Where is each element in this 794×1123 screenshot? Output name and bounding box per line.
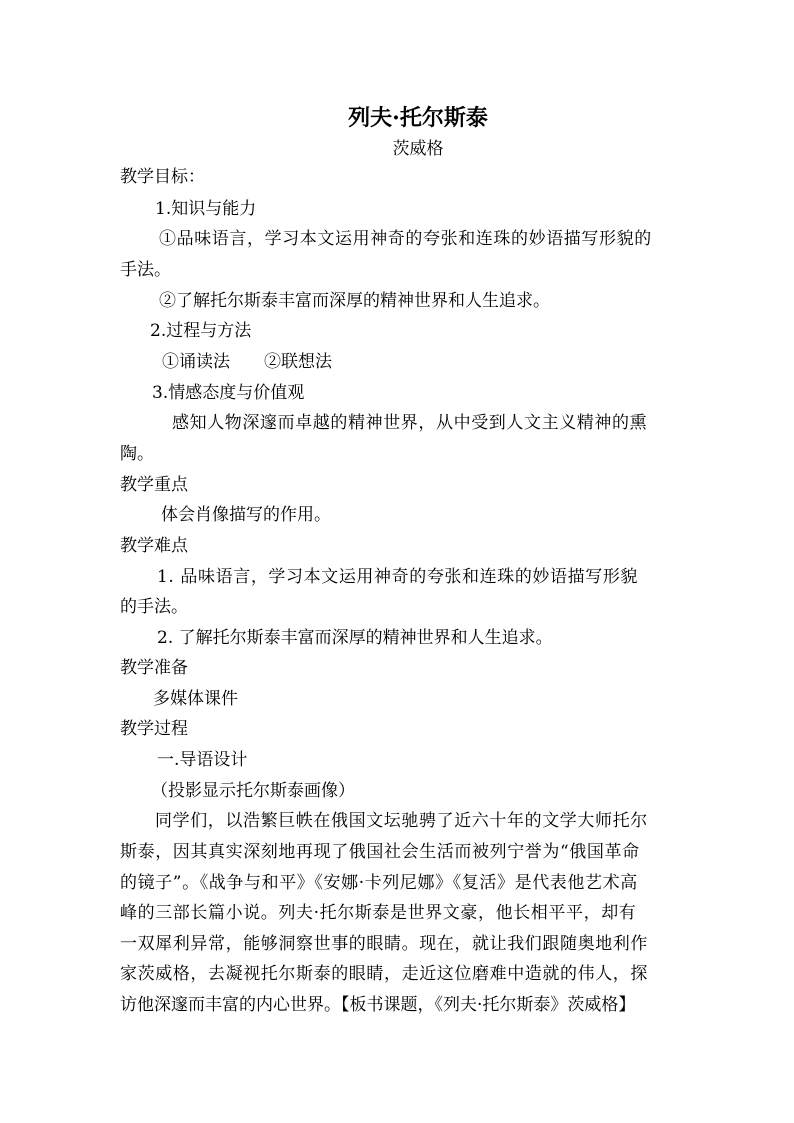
- objective-emotion-heading: 3.情感态度与价值观: [152, 383, 305, 403]
- preparation-heading: 教学准备: [120, 658, 188, 678]
- objective-knowledge-heading: 1.知识与能力: [155, 199, 257, 219]
- intro-paragraph-line: 一双犀利异常，能够洞察世事的眼睛。现在，就让我们跟随奥地利作: [120, 934, 648, 954]
- objectives-heading: 教学目标：: [120, 167, 205, 187]
- intro-paragraph-line: 访他深邃而丰富的内心世界。【板书课题，《列夫·托尔斯泰》茨威格】: [120, 995, 636, 1015]
- difficulty-item-2: 2. 了解托尔斯泰丰富而深厚的精神世界和人生追求。: [157, 628, 553, 648]
- intro-paragraph-line: 家茨威格，去凝视托尔斯泰的眼睛，走近这位磨难中造就的伟人，探: [120, 964, 648, 984]
- difficulty-item-1: 1. 品味语言，学习本文运用神奇的夸张和连珠的妙语描写形貌: [157, 567, 639, 587]
- process-heading: 教学过程: [120, 719, 188, 739]
- process-note: （投影显示托尔斯泰画像）: [151, 781, 355, 801]
- objective-knowledge-item-2: ②了解托尔斯泰丰富而深厚的精神世界和人生追求。: [159, 291, 550, 311]
- page-title: 列夫·托尔斯泰: [348, 105, 488, 131]
- key-point-text: 体会肖像描写的作用。: [161, 505, 331, 525]
- objective-process-items: ①诵读法 ②联想法: [162, 352, 332, 372]
- objective-knowledge-item-1: ①品味语言，学习本文运用神奇的夸张和连珠的妙语描写形貌的: [159, 229, 652, 249]
- author-name: 茨威格: [392, 139, 444, 159]
- objective-emotion-text: 感知人物深邃而卓越的精神世界，从中受到人文主义精神的熏: [172, 413, 648, 433]
- objective-knowledge-item-1-cont: 手法。: [120, 260, 171, 280]
- process-step-1: 一.导语设计: [157, 750, 248, 770]
- difficulty-item-1-cont: 的手法。: [120, 597, 188, 617]
- objective-process-heading: 2.过程与方法: [150, 321, 252, 341]
- key-point-heading: 教学重点: [120, 475, 188, 495]
- intro-paragraph-line: 峰的三部长篇小说。列夫·托尔斯泰是世界文豪，他长相平平，却有: [120, 903, 637, 923]
- difficulty-heading: 教学难点: [120, 536, 188, 556]
- intro-paragraph-line: 的镜子”。《战争与和平》《安娜·卡列尼娜》《复活》是代表他艺术高: [120, 873, 638, 893]
- intro-paragraph-line: 斯泰，因其真实深刻地再现了俄国社会生活而被列宁誉为“俄国革命: [120, 842, 640, 862]
- preparation-text: 多媒体课件: [153, 689, 238, 709]
- intro-paragraph-line: 同学们，以浩繁巨帙在俄国文坛驰骋了近六十年的文学大师托尔: [155, 811, 648, 831]
- objective-emotion-text-cont: 陶。: [120, 444, 154, 464]
